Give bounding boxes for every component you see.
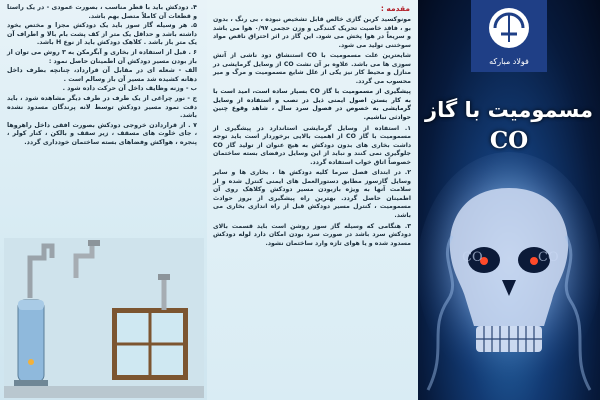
- middle-panel: [207, 0, 418, 400]
- left-panel-text: [7, 4, 197, 149]
- middle-panel-text: [213, 16, 411, 250]
- rule-paragraph-2: ۲. در ابتدای فصل سرما کلیه دودکش ها ، بخاری ها و سایر وسایل گازسوز مطابق دستورالعمل های ایمنی کنترل شده و از سلامت آنها به ویژه بازبودن مسیر دودکش وکلاهک روی آن اطمینان حاصل گردد. بهترین راه پیشگیری از بروز حوادث مسمومیت ، کنترل مسیر دودکش قبل از راه اندازی بخاری می باشد.: [213, 169, 411, 220]
- left-paragraph-4: ۴. دودکش باید با قطر مناسب ، بصورت عمودی - در یک راستا و قطعات آن کاملاً متصل بهم باشد.: [7, 4, 197, 20]
- cover-subtitle-co: CO: [489, 127, 529, 154]
- rule-paragraph-3: ۳. هنگامی که وسیله گاز سوز روشن است باید قسمت بالای دودکش سرد باشد در صورت سرد بودن امکان دارد لوله دودکش مسدود شده و یا هوای تازه وارد ساختمان نشود.: [213, 222, 411, 247]
- introduction-heading: مقدمه :: [380, 4, 410, 13]
- background-co-tag-left: CO: [462, 250, 483, 265]
- left-paragraph-be: ب - وزنه وظایف داخل آن حرکت داده شود .: [62, 85, 197, 93]
- left-panel: [0, 0, 207, 400]
- intro-paragraph-1: مونوکسید کربن گازی خالص قابل تشخیص نبوده ، بی رنگ ، بدون بو ، فاقد خاصیت تحریک کنندگی و وزن حجمی ۰/۹۷ هوا می باشد و سریعاً در هوا پخش می شود. این گاز در اثر احتراق ناقص مواد سوختنی تولید می شود.: [213, 16, 412, 49]
- intro-paragraph-2: شایعترین علت مسمومیت با CO استنشاق دود ناشی از آتش سوزی ها می باشد. علاوه بر آن نشت CO از وسایل گرمایشی در منازل و محیط کار نیز یکی از علل شایع مسمومیت و مرگ و میر محسوب می گردد.: [213, 52, 411, 85]
- cover-panel: [418, 0, 600, 400]
- left-paragraph-jim: ج - نور چراغی از یک طرف در طرف دیگر مشاهده شود ، باید دقت نمود مسیر دودکش توسط لانه پرندگان مسدود نشده باشد.: [7, 94, 197, 120]
- left-paragraph-7: ۷ . از قراردادن خروجی دودکش بصورت افقی داخل راهروها ، جای خلوت های مسقف ، زیر سقف و بالکن ، کنار کولر ، پنجره ، هواکش وفضاهای بسته ساختمان خودداری گردد.: [7, 121, 197, 146]
- company-logo-icon: [471, 0, 547, 72]
- left-paragraph-5: ۵. هر وسیله گاز سوز باید یک دودکش مجزا و مختص بخود داشته باشد و حداقل یک متر از کف پشت بام بالا و اطراف آن یک متر باز باشد . کلاهک دودکش باید از نوع H باشد.: [7, 22, 197, 47]
- logo-text: فولاد مبارکه: [489, 57, 529, 66]
- cover-title: مسمومیت با گاز: [425, 98, 593, 122]
- skull-smoke-illustration: [418, 150, 600, 400]
- prevention-paragraph: پیشگیری از مسمومیت با گاز CO بسیار ساده است، امید است با به کار بستن اصول ایمنی ذیل در نصب و استفاده از وسایل گرمایشی به خصوص در فصول سرد سال ، شاهد وقوع چنین حوادثی نباشیم.: [213, 88, 411, 122]
- heater-chimney-illustration: [4, 238, 204, 398]
- left-paragraph-alef: الف - شعله ای در مقابل آن قرارداد، چنانچه بطرف داخل دهانه کشیده شد مسیر آن باز وسالم است .: [7, 67, 197, 83]
- rule-paragraph-1: ۱. استفاده از وسایل گرمایشی استاندارد در پیشگیری از مسمومیت با گاز CO از اهمیت بالایی برخوردار است باید توجه داشت بخاری های بدون دودکش به هیچ عنوان از تولید گاز CO جلوگیری نمی کنند و نباید از این وسایل درفضای بسته ساختمان خصوصاً اتاق خواب استفاده گردد.: [213, 124, 411, 166]
- left-paragraph-6: ۶ . قبل از استفاده از بخاری و آبگرمکن به ۳ روش می توان از باز بودن مسیر دودکش آن اطمینان حاصل نمود :: [7, 48, 197, 65]
- background-co-tag-right: CO: [538, 250, 559, 265]
